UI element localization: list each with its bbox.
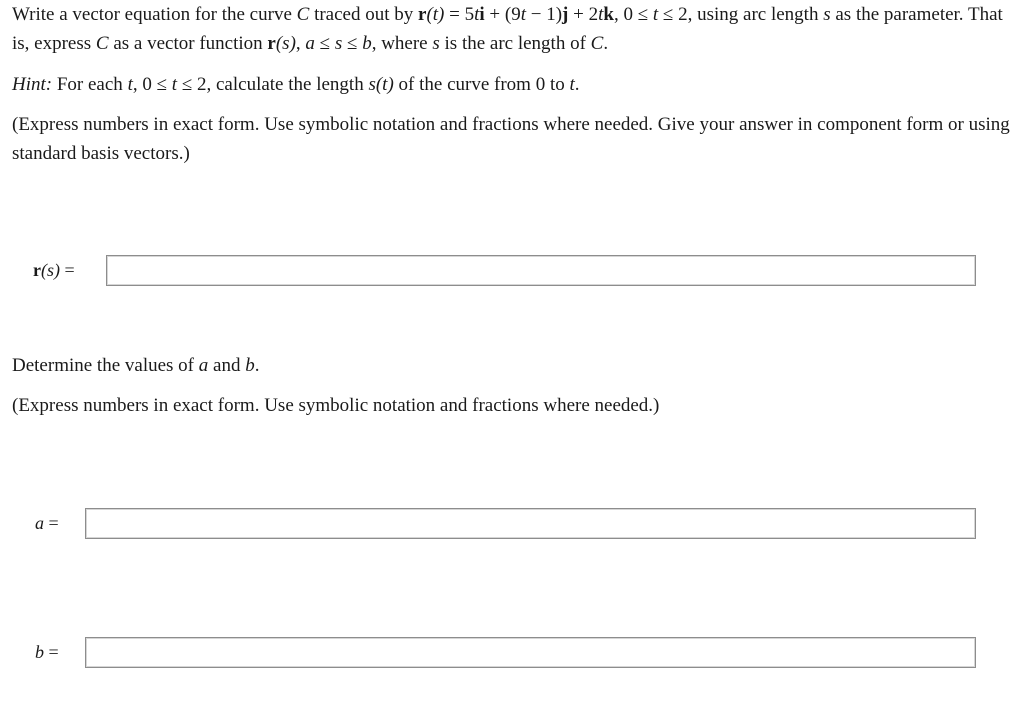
b-input[interactable] — [85, 637, 976, 668]
hint-text: Hint: For each t, 0 ≤ t ≤ 2, calculate the length s(t) of the curve from 0 to t. — [12, 74, 580, 95]
instruction-text-1: (Express numbers in exact form. Use symbolic notation and fractions where needed. Give your answer in component form or using standard basis vectors.) — [12, 114, 1010, 164]
a-label: a = — [35, 512, 59, 533]
r-of-s-input[interactable] — [106, 255, 976, 286]
r-of-s-label: r(s) = — [33, 259, 75, 280]
instruction-text-2: (Express numbers in exact form. Use symbolic notation and fractions where needed.) — [12, 395, 660, 416]
a-input[interactable] — [85, 508, 976, 539]
part2-prompt: Determine the values of a and b. — [12, 355, 260, 376]
hint-label: Hint: — [12, 74, 53, 95]
b-label: b = — [35, 641, 59, 662]
problem-statement: Write a vector equation for the curve C traced out by r(t) = 5ti + (9t − 1)j + 2tk, 0 ≤ t ≤ 2, using arc length s as the parameter. That is, express C as a vector function r(s), a ≤ s ≤ b, where s is the arc length of C. — [12, 4, 1003, 54]
